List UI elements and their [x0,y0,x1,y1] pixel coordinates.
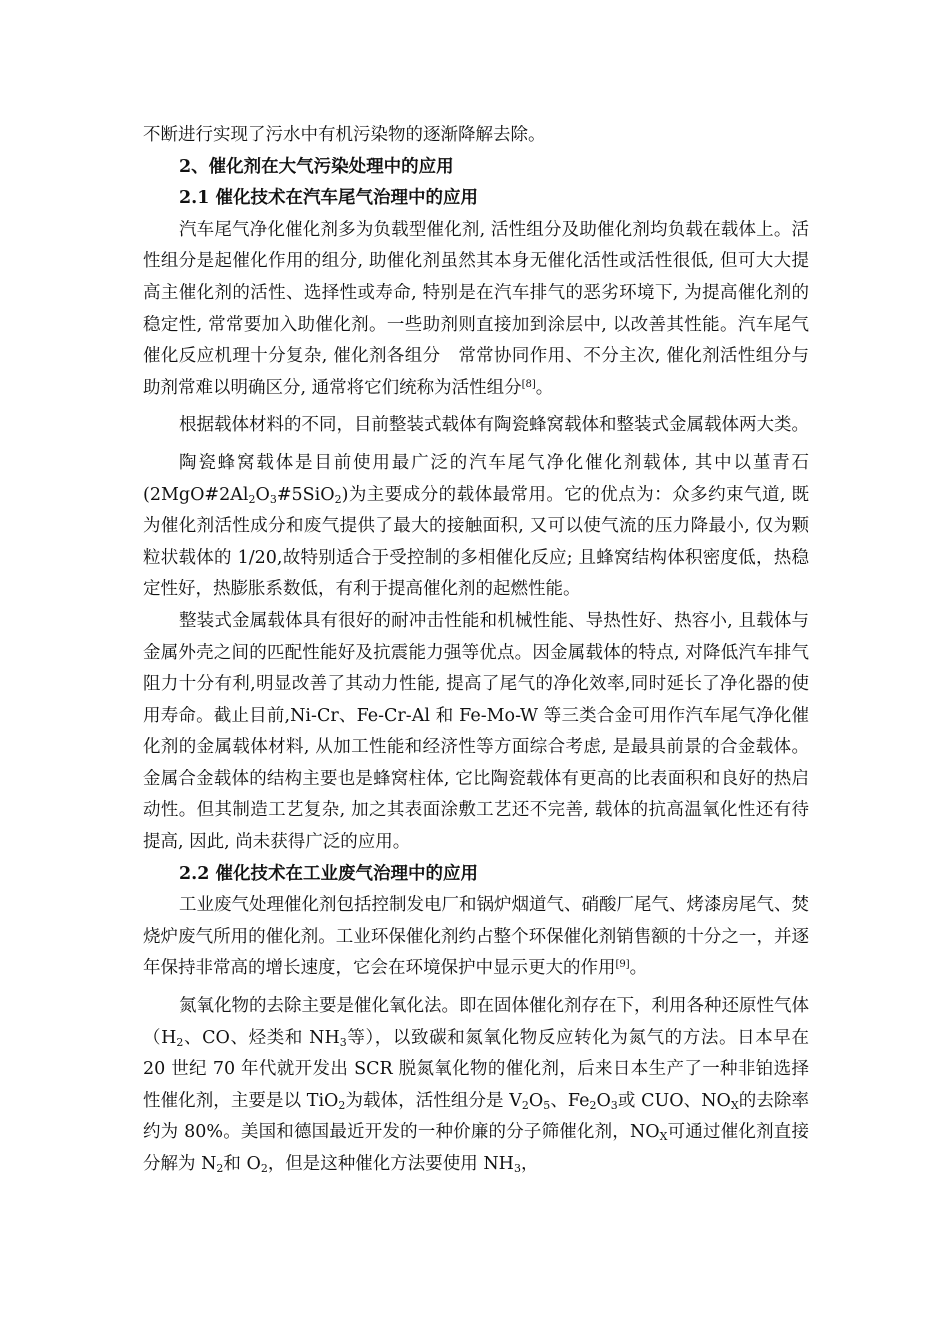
subscript: 3 [513,1162,521,1175]
subsection-heading-2-2: 2.2 催化技术在工业废气治理中的应用 [179,863,479,884]
text-segment: 工业废气处理催化剂包括控制发电厂和锅炉烟道气、硝酸厂尾气、烤漆房尾气、焚烧炉废气所用的催化剂。工业环保催化剂约占整个环保催化剂销售额的十分之一，并逐年保持非常高的增长速度，它会在环境保护中显示更大的作用 [143,895,809,979]
text-segment: 、Fe [550,1090,590,1111]
subscript: X [730,1098,739,1112]
subscript: 3 [610,1098,618,1112]
text-segment: 和 O [223,1154,261,1174]
paragraph-ceramic-carrier [143,448,809,606]
paragraph-catalyst-composition [143,215,809,405]
paragraph-carrier-types: 根据载体材料的不同，目前整装式载体有陶瓷蜂窝载体和整装式金属载体两大类。 [179,415,809,436]
paragraph-nox-removal [143,991,809,1181]
text-segment: 陶瓷蜂窝载体是目前使用最广泛的汽车尾气净化催化剂载体, 其中以堇青石(2MgO#2Al [143,452,809,505]
text-segment: #5SiO [276,484,335,505]
text-segment: 可通过催化剂直接分解为 N [143,1122,809,1174]
text-segment: ， [520,1154,539,1174]
subscript: 3 [339,1035,347,1049]
text-segment: 等），以致碳和氮氧化物反应转化为氮气的方法。日本早在 20 世纪 70 年代就开发出 SCR 脱氮氧化物的催化剂，后来日本生产了一种非铂选择性催化剂，主要是以 TiO [143,1027,810,1111]
citation-ref: [8] [521,378,536,390]
text-segment: 的去除率约为 80%。美国和德国最近开发的一种价廉的分子筛催化剂，NO [143,1090,810,1143]
text-segment: 氮氧化物的去除主要是催化氧化法。即在固体催化剂存在下，利用各种还原性气体（H [143,996,809,1048]
section-heading-2: 2、催化剂在大气污染处理中的应用 [179,156,454,177]
text-segment: O [528,1090,544,1111]
subscript: 2 [248,492,256,506]
paragraph-industrial-catalyst [143,890,809,985]
subscript: 2 [338,1098,346,1112]
subscript: 2 [521,1098,529,1112]
subscript: X [659,1130,668,1144]
text-segment: O [255,484,270,505]
subsection-heading-2-1: 2.1 催化技术在汽车尾气治理中的应用 [179,188,479,209]
document-body [143,120,809,1181]
subscript: 2 [176,1035,184,1049]
subscript: 3 [269,492,277,506]
subscript: 2 [334,492,342,506]
subscript: 5 [543,1098,551,1112]
subscript: 2 [260,1162,268,1175]
citation-ref: [9] [615,959,630,971]
text-segment: 。 [535,377,554,398]
subscript: 2 [589,1098,597,1112]
text-segment: 、CO、烃类和 NH [183,1027,340,1048]
text-segment: ，但是这种催化方法要使用 NH [267,1154,514,1174]
text-segment: 或 CUO、NO [617,1090,731,1111]
paragraph-metal-carrier: 整装式金属载体具有很好的耐冲击性能和机械性能、导热性好、热容小, 且载体与金属外壳之间的匹配性能好及抗震能力强等优点。因金属载体的特点, 对降低汽车排气阻力十分有利,明显改善了其动力性能, 提高了尾气的净化效率,同时延长了净化器的使用寿命。截止目前,Ni-Cr、Fe-Cr-Al 和 Fe-Mo-W 等三类合金可用作汽车尾气净化催化剂的金属载体材料, 从加工性能和经济性等方面综合考虑, 是最具前景的合金载体。金属合金载体的结构主要也是蜂窝柱体, 它比陶瓷载体有更高的比表面积和良好的热启动性。但其制造工艺复杂, 加之其表面涂敷工艺还不完善, 载体的抗高温氧化性还有待提高, 因此, 尚未获得广泛的应用。 [143,610,809,853]
text-segment: 汽车尾气净化催化剂多为负载型催化剂, 活性组分及助催化剂均负载在载体上。活性组分是起催化作用的组分, 助催化剂虽然其本身无催化活性或活性很低, 但可大大提高主催化剂的活性、选择性或寿命, 特别是在汽车排气的恶劣环境下, 为提高催化剂的稳定性, 常常要加入助催化剂。一些助剂则直接加到涂层中, 以改善其性能。汽车尾气催化反应机理十分复杂, 催化剂各组分 常常协同作用、不分主次, 催化剂活性组分与助剂常难以明确区分, 通常将它们统称为活性组分 [143,219,809,398]
text-segment: )为主要成分的载体最常用。它的优点为：众多约束气道, 既为催化剂活性成分和废气提供了最大的接触面积, 又可以使气流的压力降最小, 仅为颗粒状载体的 1/20,故特别适合于受控制的多相催化反应; 且蜂窝结构体积密度低，热稳定性好，热膨胀系数低，有利于提高催化剂的起燃性能。 [143,484,809,600]
paragraph-continued: 不断进行实现了污水中有机污染物的逐渐降解去除。 [143,125,546,145]
text-segment: 。 [629,958,648,979]
text-segment: O [596,1090,611,1111]
text-segment: 为载体，活性组分是 V [345,1090,522,1111]
subscript: 2 [216,1162,224,1175]
